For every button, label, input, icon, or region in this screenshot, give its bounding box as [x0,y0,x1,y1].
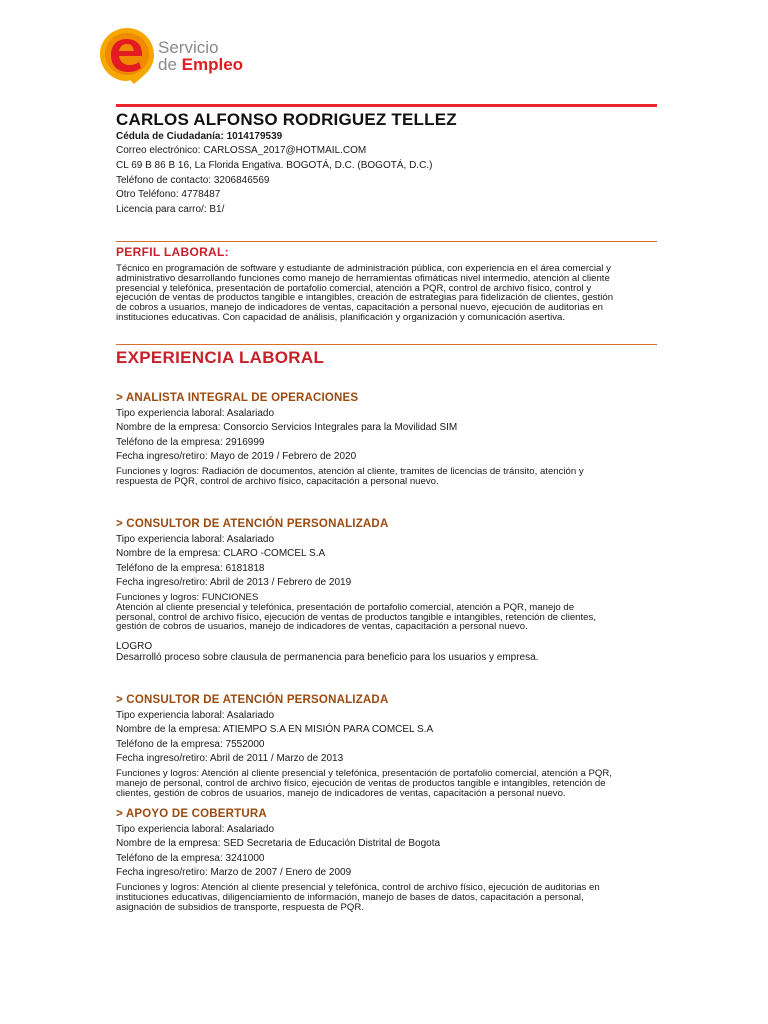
job-functions-line: Funciones y logros: Atención al cliente presencial y telefónica, control de archivo físico, ejecución de auditorias en [116,882,600,893]
address: CL 69 B 86 B 16, La Florida Engativa. BOGOTÁ, D.C. (BOGOTÁ, D.C.) [116,160,433,171]
job-type: Tipo experiencia laboral: Asalariado [116,408,275,419]
job-functions-line: asignación de subsidios de transporte, respuesta de PQR. [116,901,364,913]
job-functions-line: instituciones educativas, diligenciamiento de información, manejo de bases de datos, capacitación a personal, [116,891,584,903]
cedula: Cédula de Ciudadanía: 1014179539 [116,131,283,142]
experience-divider [116,344,657,345]
profile-divider [116,241,657,242]
person-name: CARLOS ALFONSO RODRIGUEZ TELLEZ [116,110,457,129]
logo-line2 [158,56,243,74]
email: Correo electrónico: CARLOSSA_2017@HOTMAIL.COM [116,145,367,156]
logo-text [158,39,243,74]
profile-heading: PERFIL LABORAL: [116,245,229,259]
profile-line: de cobros a usuarios, manejo de indicadores de ventas, capacitación a personal nuevo, ejecución de auditorias en [116,302,603,314]
job-dates: Fecha ingreso/retiro: Mayo de 2019 / Febrero de 2020 [116,451,357,462]
profile-line: instituciones educativas. Con capacidad de análisis, planificación y organización y comunicación asertiva. [116,311,566,323]
job-functions-line: manejo de personal, control de archivo físico, ejecución de ventas de productos tangible e intangibles, retención de [116,777,606,789]
job-functions [116,593,656,632]
job-title: > ANALISTA INTEGRAL DE OPERACIONES [116,392,359,404]
job-type: Tipo experiencia laboral: Asalariado [116,824,275,835]
job-dates: Fecha ingreso/retiro: Abril de 2013 / Febrero de 2019 [116,577,352,588]
logo-e-icon [96,24,158,86]
logo-line2-highlight: Empleo [181,55,244,74]
job-type: Tipo experiencia laboral: Asalariado [116,710,275,721]
job-functions-line: Atención al cliente presencial y telefónica, presentación de portafolio comercial, atención a PQR, manejo de [116,601,575,613]
profile-line: Técnico en programación de software y estudiante de administración pública, con experiencia en el área comercial y [116,263,611,274]
job-title: > CONSULTOR DE ATENCIÓN PERSONALIZADA [116,694,389,706]
job-phone: Teléfono de la empresa: 7552000 [116,739,265,750]
job-company: Nombre de la empresa: ATIEMPO S.A EN MISIÓN PARA COMCEL S.A [116,724,434,735]
contact-phone: Teléfono de contacto: 3206846569 [116,175,270,186]
logro-label: LOGRO [116,641,153,652]
profile-text [116,264,656,323]
experience-heading: EXPERIENCIA LABORAL [116,348,325,367]
profile-line: presencial y telefónica, presentación de portafolio comercial, atención a PQR, control de archivo físico, control y [116,282,592,294]
job-company: Nombre de la empresa: CLARO -COMCEL S.A [116,548,326,559]
license: Licencia para carro/: B1/ [116,204,225,215]
job-phone: Teléfono de la empresa: 6181818 [116,563,265,574]
job-company: Nombre de la empresa: Consorcio Servicios Integrales para la Movilidad SIM [116,422,458,433]
job-functions-line: personal, control de archivo físico, ejecución de ventas de productos tangible e intangibles, retención de clientes, [116,611,596,623]
job-functions [116,883,656,912]
job-title: > CONSULTOR DE ATENCIÓN PERSONALIZADA [116,518,389,530]
other-phone: Otro Teléfono: 4778487 [116,189,221,200]
job-functions-line: respuesta de PQR, control de archivo físico, capacitación a personal nuevo. [116,475,439,487]
job-functions [116,467,656,487]
header-divider [116,104,657,107]
servicio-empleo-logo [96,24,266,88]
job-dates: Fecha ingreso/retiro: Marzo de 2007 / Enero de 2009 [116,867,352,878]
job-dates: Fecha ingreso/retiro: Abril de 2011 / Marzo de 2013 [116,753,344,764]
job-functions-line: Funciones y logros: FUNCIONES [116,592,259,603]
logro-text: Desarrolló proceso sobre clausula de permanencia para beneficio para los usuarios y empresa. [116,652,539,663]
job-functions-line: gestión de cobros de usuarios, manejo de indicadores de ventas, capacitación a personal nuevo. [116,621,528,633]
job-phone: Teléfono de la empresa: 2916999 [116,437,265,448]
job-phone: Teléfono de la empresa: 3241000 [116,853,265,864]
logo-line1: Servicio [158,38,219,57]
job-company: Nombre de la empresa: SED Secretaria de Educación Distrital de Bogota [116,838,441,849]
job-functions-line: Funciones y logros: Atención al cliente presencial y telefónica, presentación de portafolio comercial, atención a PQR, [116,768,612,779]
job-type: Tipo experiencia laboral: Asalariado [116,534,275,545]
job-functions [116,769,656,798]
job-functions-line: Funciones y logros: Radiación de documentos, atención al cliente, tramites de licencias de tránsito, atención y [116,466,584,477]
profile-line: administrativo desarrollando funciones como manejo de herramientas ofimáticas nivel intermedio, atención al cliente [116,272,610,284]
job-functions-line: clientes, gestión de cobros de usuarios, manejo de indicadores de ventas, capacitación a personal nuevo. [116,787,566,799]
logo-line2-prefix: de [158,55,182,74]
job-title: > APOYO DE COBERTURA [116,808,267,820]
profile-line: ejecución de ventas de productos tangible e intangibles, creación de estrategias para fidelización de clientes, gestión [116,292,614,304]
